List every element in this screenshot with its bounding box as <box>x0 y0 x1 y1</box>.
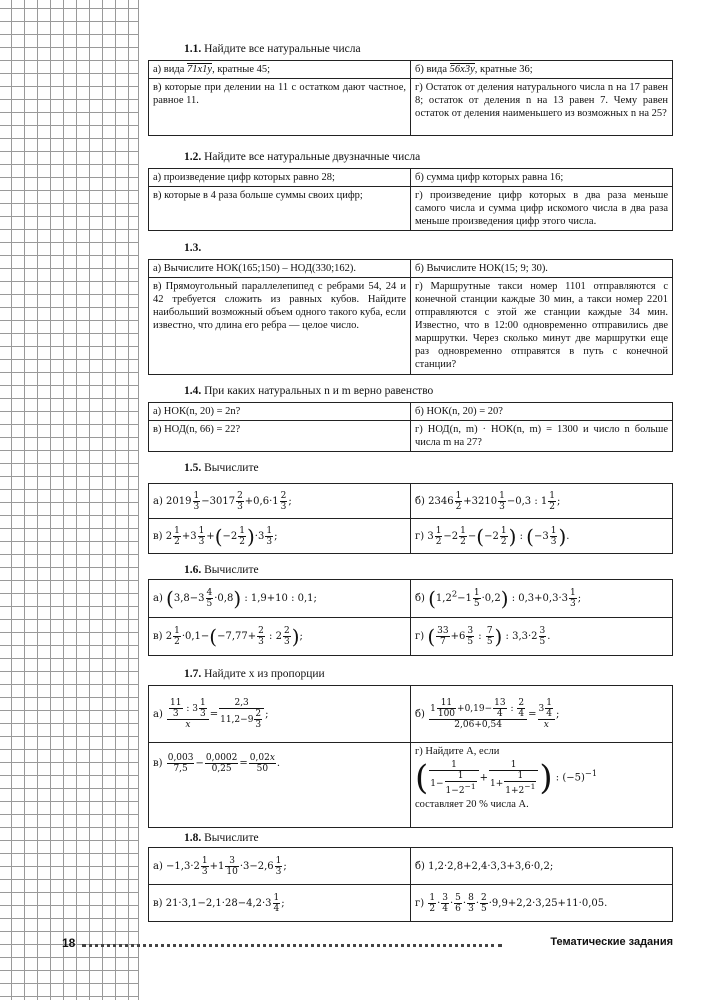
task-d-text: составляет 20 % числа A. <box>415 799 529 810</box>
task-b: б) НОК(n, 20) = 20? <box>411 403 673 421</box>
section-title: 1.2. Найдите все натуральные двузначные числа <box>184 151 421 163</box>
graph-paper-margin <box>0 0 138 1000</box>
task-a: а) Вычислите НОК(165;150) – НОД(330;162). <box>149 260 411 278</box>
task-a: а) произведение цифр которых равно 28; <box>149 169 411 187</box>
task-a: а) −1,3·2 $\frac{1}{3}$ +1 $\frac{3}{10}$ ·3−2,6 $\frac{1}{3}$ ; <box>149 848 411 885</box>
task-table <box>148 259 673 375</box>
section-title: 1.3. <box>184 242 202 254</box>
task-b: б) Вычислите НОК(15; 9; 30). <box>411 260 673 278</box>
task-table <box>148 579 673 656</box>
task-table <box>148 402 673 452</box>
task-c: в) $\frac{0,003}{7,5}$ − $\frac{0,0002}{0,25}$ = $\frac{0,02x}{50}$ . <box>149 743 411 828</box>
task-table <box>148 685 673 828</box>
task-c: в) 21·3,1−2,1·28−4,2·3 $\frac{1}{4}$ ; <box>149 885 411 922</box>
task-a: а) НОК(n, 20) = 2n? <box>149 403 411 421</box>
page-footer <box>62 936 673 952</box>
task-d: г) НОД(n, m) · НОК(n, m) = 1300 и число n больше числа m на 27? <box>411 421 673 452</box>
section-title: 1.5. Вычислите <box>184 462 259 474</box>
task-c: в) 2 $\frac{1}{2}$ ·0,1−(−7,77+ $\frac{2}{3}$ : 2 $\frac{2}{3}$ ); <box>149 618 411 656</box>
task-c: в) 2 $\frac{1}{2}$ +3 $\frac{1}{3}$ +(−2 $\frac{1}{2}$ )·3 $\frac{1}{3}$ ; <box>149 519 411 554</box>
task-d: г) Маршрутные такси номер 1101 отправляются с конечной станции каждые 30 мин, а такси номер 2201 отправляются с этой же станции каждые 34 мин. Известно, что в 12:00 одновременно отправились две маршрутки. Через сколько минут две маршрутки еще раз одновременно отправятся в путь с конечной станции? <box>411 278 673 375</box>
section-1-1 <box>148 42 673 136</box>
section-title: 1.6. Вычислите <box>184 564 259 576</box>
task-table <box>148 847 673 922</box>
task-d: г) Найдите A, если ( 1 1− $\frac{1}{1-2^{-1}}$ + 1 1+ $\frac{1}{1+2^{-1}}$ ) : $(-5)^{-1}$ составляет 20 % числа A. <box>411 743 673 828</box>
task-table <box>148 483 673 554</box>
task-c: в) которые в 4 раза больше суммы своих цифр; <box>149 187 411 231</box>
task-a: а) (3,8−3 $\frac{4}{5}$ ·0,8) : 1,9+10 : 0,1; <box>149 580 411 618</box>
footer-section-title: Тематические задания <box>550 936 673 948</box>
section-title: 1.1. Найдите все натуральные числа <box>184 43 361 55</box>
task-c: в) которые при делении на 11 с остатком дают частное, равное 11. <box>149 79 411 136</box>
page-number: 18 <box>62 936 76 950</box>
section-title: 1.8. Вычислите <box>184 832 259 844</box>
section-1-7 <box>148 667 673 828</box>
task-b: б) 2346 $\frac{1}{2}$ +3210 $\frac{1}{3}$ −0,3 : 1 $\frac{1}{2}$ ; <box>411 484 673 519</box>
section-1-2 <box>148 150 673 231</box>
task-b: б) 1 $\frac{11}{100}$ +0,19− $\frac{13}{4}$ : $\frac{2}{4}$ 2,06+0,54 = 3 $\frac{1}{4}$ x ; <box>411 686 673 743</box>
task-table <box>148 168 673 231</box>
section-1-8 <box>148 831 673 922</box>
task-d: г) $\frac{1}{2}$ · $\frac{3}{4}$ · $\frac{5}{6}$ · $\frac{8}{3}$ · $\frac{2}{5}$ ·9,9+2,2·3,25+11·0,05. <box>411 885 673 922</box>
dotted-leader <box>82 944 502 947</box>
task-d: г) 3 $\frac{1}{2}$ −2 $\frac{1}{2}$ −(−2 $\frac{1}{2}$ ) : (−3 $\frac{1}{3}$ ). <box>411 519 673 554</box>
section-1-6 <box>148 563 673 656</box>
task-d-text: г) Найдите A, если <box>415 746 500 757</box>
task-c: в) Прямоугольный параллелепипед с ребрами 54, 24 и 42 требуется сложить из равных кубов. Найдите наибольший возможный объем одного такого куба, если известно, что длина его ребра — целое число. <box>149 278 411 375</box>
task-d: г) Остаток от деления натурального числа n на 17 равен 8; остаток от деления n на 13 равен 7. Чему равен остаток от деления наименьшего из возможных n на 25? <box>411 79 673 136</box>
section-1-3 <box>148 241 673 375</box>
task-a: а) 2019 $\frac{1}{3}$ −3017 $\frac{2}{3}$ +0,6·1 $\frac{2}{3}$ ; <box>149 484 411 519</box>
task-a: а) $\frac{11}{3}$ : 3 $\frac{1}{3}$ x = 2,3 11,2−9 $\frac{2}{3}$ ; <box>149 686 411 743</box>
section-title: 1.7. Найдите x из пропорции <box>184 668 325 680</box>
task-c: в) НОД(n, 66) = 22? <box>149 421 411 452</box>
graph-paper-edge <box>138 0 139 1000</box>
section-1-5 <box>148 461 673 554</box>
section-title: 1.4. При каких натуральных n и m верно равенство <box>184 385 434 397</box>
task-a: а) вида 71x1y, кратные 45; <box>149 61 411 79</box>
task-d: г) произведение цифр которых в два раза меньше самого числа и сумма цифр искомого числа в два раза меньше произведения цифр этого числа. <box>411 187 673 231</box>
task-b: б) сумма цифр которых равна 16; <box>411 169 673 187</box>
task-b: б) 1,2·2,8+2,4·3,3+3,6·0,2; <box>411 848 673 885</box>
task-d: г) ( $\frac{33}{7}$ +6 $\frac{3}{5}$ : $\frac{7}{5}$ ) : 3,3·2 $\frac{3}{5}$ . <box>411 618 673 656</box>
task-b: б) вида 56x3y, кратные 36; <box>411 61 673 79</box>
task-b: б) ($1,2^2-1$ $\frac{1}{5}$ ·0,2) : 0,3+0,3·3 $\frac{1}{3}$ ; <box>411 580 673 618</box>
section-1-4 <box>148 384 673 452</box>
task-table <box>148 60 673 136</box>
